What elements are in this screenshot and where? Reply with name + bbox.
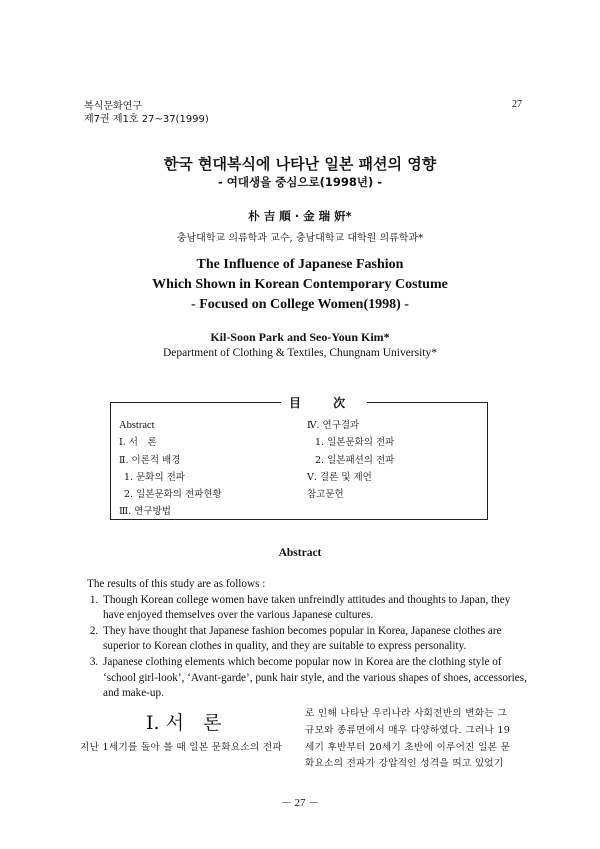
- toc-item: Ⅴ. 결론 및 제언: [307, 471, 372, 483]
- toc-item: Abstract: [119, 420, 155, 431]
- toc-item: Ⅳ. 연구결과: [307, 420, 360, 431]
- affiliation-english: Department of Clothing & Textiles, Chungnam University*: [163, 347, 437, 359]
- toc-item: 2. 일본패션의 전파: [315, 454, 395, 466]
- abstract-intro: The results of this study are as follows :: [87, 578, 266, 590]
- authors-korean: 朴 吉 順 · 金 瑞 姸*: [248, 209, 352, 223]
- journal-volume: 제7권 제1호 27~37(1999): [84, 114, 209, 125]
- page-number-top: 27: [512, 99, 522, 110]
- body-line: 규모와 종류면에서 매우 다양하였다. 그러나 19: [305, 724, 511, 736]
- subtitle-korean: - 여대생을 중심으로(1998년) -: [217, 175, 383, 189]
- abstract-item: 2. They have thought that Japanese fashion becomes popular in Korea, Japanese clothes are superior to Korean clothes in quality, and they are suitable to express personality.: [101, 624, 527, 655]
- journal-name: 복식문화연구: [84, 101, 142, 112]
- toc-item: Ⅲ. 연구방법: [119, 506, 171, 518]
- toc-item: 1. 문화의 전파: [124, 471, 185, 483]
- toc-item: Ⅰ. 서 론: [119, 437, 157, 449]
- body-text-right: [305, 706, 510, 773]
- page-number-footer: － 27 －: [280, 797, 320, 809]
- abstract-body: [87, 577, 527, 702]
- toc-right-column: [307, 417, 394, 503]
- toc-item: 참고문헌: [307, 489, 344, 501]
- toc-item: Ⅱ. 이론적 배경: [119, 454, 181, 466]
- toc-left-column: [119, 417, 222, 521]
- body-line: 로 인해 나타난 우리나라 사회전반의 변화는 그: [305, 708, 507, 719]
- affiliation-korean: 충남대학교 의류학과 교수, 충남대학교 대학원 의류학과*: [176, 233, 424, 244]
- toc-item: 2. 일본문화의 전파현황: [124, 489, 222, 501]
- title-english-line1: The Influence of Japanese Fashion: [196, 257, 404, 272]
- title-korean: 한국 현대복식에 나타난 일본 패션의 영향: [163, 155, 437, 173]
- title-english-line2: Which Shown in Korean Contemporary Costume: [152, 277, 448, 292]
- body-line: 화요소의 전파가 강압적인 성격을 띄고 있었기: [305, 758, 504, 770]
- title-english-line3: - Focused on College Women(1998) -: [191, 297, 409, 312]
- abstract-heading: Abstract: [278, 547, 322, 559]
- authors-english: Kil-Soon Park and Seo-Youn Kim*: [210, 330, 390, 344]
- toc-item: 1. 일본문화의 전파: [315, 437, 395, 449]
- abstract-item: 3. Japanese clothing elements which become popular now in Korea are the clothing style of ‘school girl-look’, ‘Avant-garde’, punk hair style, and the various shapes of shoes, accessories, and make-up.: [101, 655, 527, 702]
- section-heading-introduction: Ⅰ. 서 론: [146, 712, 222, 734]
- body-line: 세기 후반부터 20세기 초반에 이루어진 일본 문: [305, 741, 511, 753]
- body-text-left: 지난 1세기를 돌아 볼 때 일본 문화요소의 전파: [80, 742, 283, 753]
- table-of-contents: [110, 396, 488, 520]
- toc-title: 目 次: [281, 394, 367, 411]
- abstract-item: 1. Though Korean college women have taken unfreindly attitudes and thoughts to Japan, they have enjoyed themselves over the various Japanese cultures.: [101, 593, 527, 624]
